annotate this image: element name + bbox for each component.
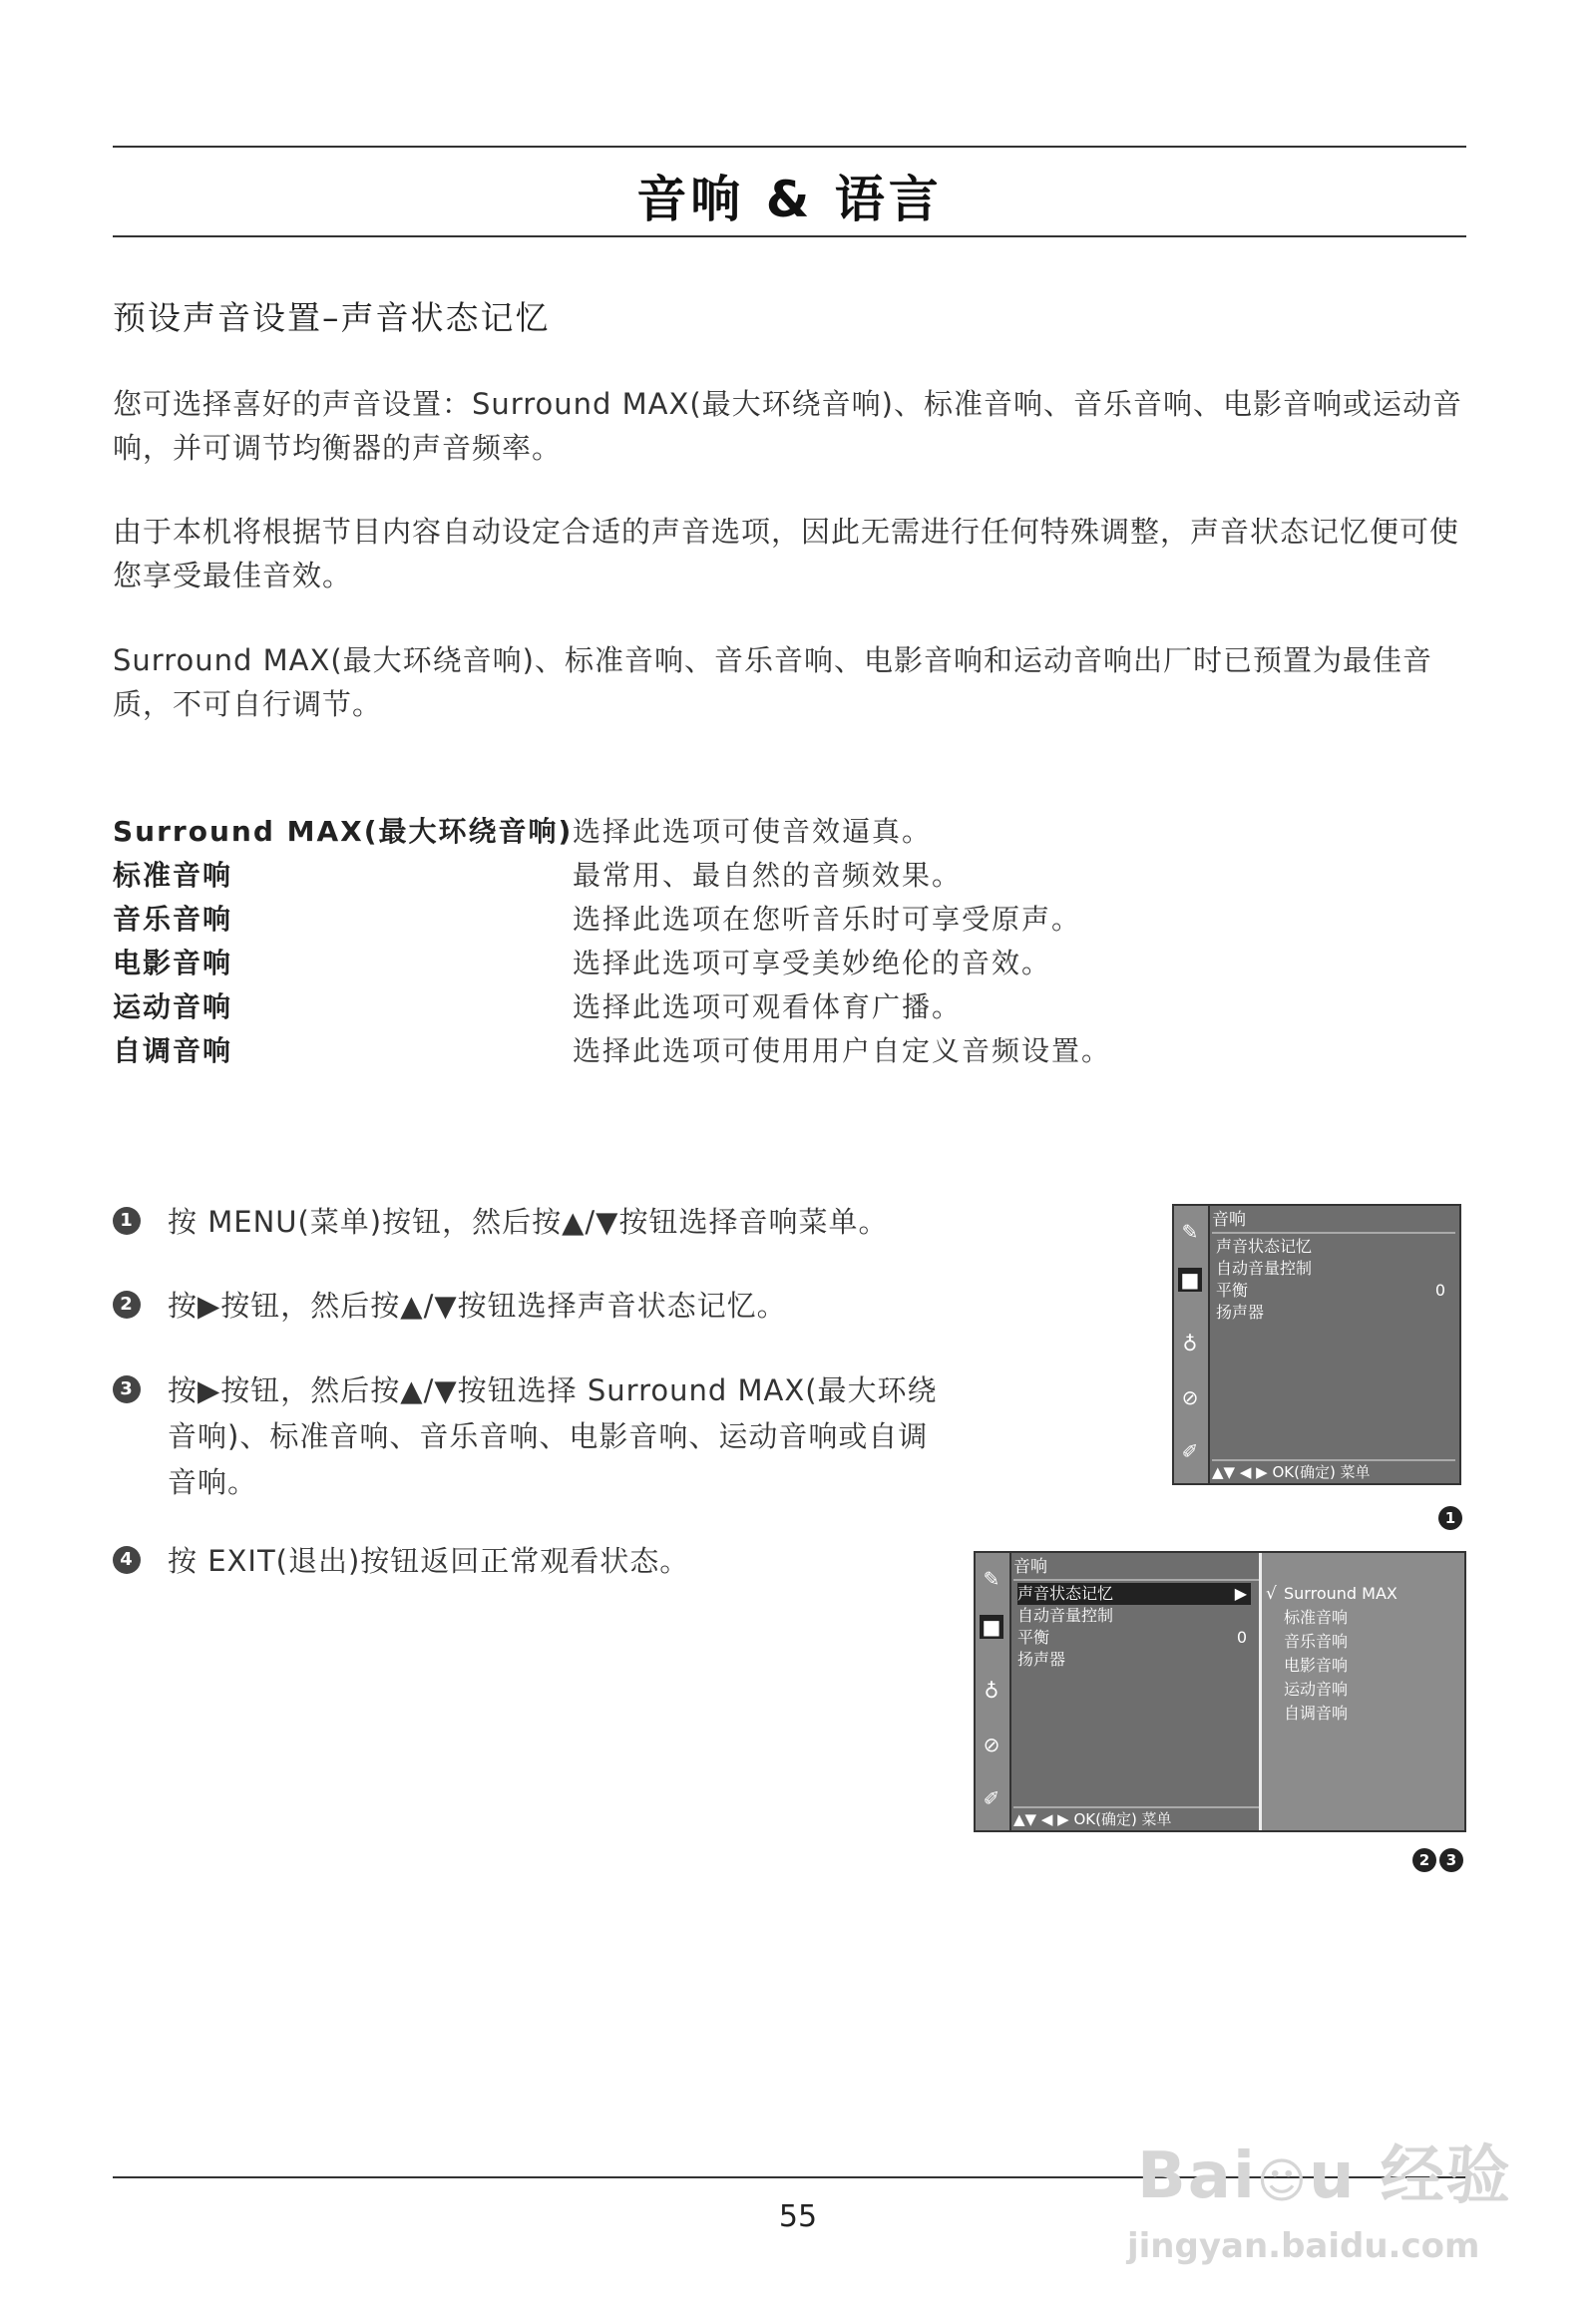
submenu-arrow-icon: ▶	[1234, 1584, 1247, 1603]
sound-icon: ■	[1178, 1268, 1202, 1292]
sound-memory-label: 声音状态记忆	[1017, 1584, 1114, 1603]
option-movie[interactable]: 电影音响	[1284, 1656, 1349, 1675]
step-number: 4	[113, 1546, 141, 1574]
definition-row	[113, 942, 1409, 985]
menu-footer: ▲▼ ◀ ▶ OK(确定) 菜单	[1212, 1459, 1455, 1483]
definition-row	[113, 985, 1409, 1029]
step-text: 按▶按钮，然后按▲/▼按钮选择声音状态记忆。	[168, 1289, 787, 1323]
definition-desc: 选择此选项可使音效逼真。	[573, 815, 933, 848]
time-icon: ♁	[984, 1679, 999, 1703]
check-icon: √	[1266, 1584, 1277, 1604]
definition-term: 音乐音响	[113, 903, 233, 936]
definition-term: 运动音响	[113, 990, 233, 1023]
title-rule	[113, 235, 1466, 237]
step-number: 1	[113, 1207, 141, 1235]
option-icon: ⊘	[1181, 1385, 1199, 1409]
menu-footer: ▲▼ ◀ ▶ OK(确定) 菜单	[1013, 1806, 1259, 1830]
option-surround-max[interactable]: Surround MAX	[1284, 1584, 1397, 1603]
balance-label: 平衡	[1017, 1628, 1050, 1647]
option-standard[interactable]: 标准音响	[1284, 1608, 1349, 1627]
setup-icon: ✐	[1181, 1439, 1199, 1463]
sound-icon: ■	[980, 1615, 1003, 1639]
baidu-watermark-url: jingyan.baidu.com	[1127, 2226, 1480, 2266]
option-sports[interactable]: 运动音响	[1284, 1680, 1349, 1699]
picture-icon: ✎	[983, 1567, 1000, 1591]
option-music[interactable]: 音乐音响	[1284, 1632, 1349, 1651]
definition-desc: 选择此选项在您听音乐时可享受原声。	[573, 903, 1082, 936]
paragraph-3: Surround MAX(最大环绕音响)、标准音响、音乐音响、电影音响和运动音响出厂时已预置为最佳音质，不可自行调节。	[113, 643, 1432, 721]
setup-icon: ✐	[983, 1786, 1000, 1810]
definition-term: 电影音响	[113, 947, 233, 979]
tv-sound-menu-1	[1172, 1204, 1461, 1485]
option-icon: ⊘	[983, 1733, 1000, 1756]
step-1	[113, 1199, 961, 1249]
definition-term: 自调音响	[113, 1034, 233, 1067]
menu-icon-bar	[976, 1553, 1011, 1830]
definition-desc: 选择此选项可观看体育广播。	[573, 990, 963, 1023]
top-rule	[113, 146, 1466, 148]
menu-item-balance[interactable]	[1216, 1280, 1449, 1302]
picture-icon: ✎	[1181, 1220, 1199, 1244]
menu-item-sound-memory[interactable]	[1017, 1583, 1251, 1605]
baidu-watermark-logo: Bai☺u 经验	[1137, 2139, 1512, 2213]
definition-term: Surround MAX(最大环绕音响)	[113, 815, 574, 848]
definition-row	[113, 898, 1409, 942]
tv-sound-menu-2	[974, 1551, 1466, 1832]
definition-row	[113, 854, 1409, 898]
step-4	[113, 1538, 961, 1588]
menu-header: 音响	[1013, 1555, 1259, 1581]
definition-desc: 最常用、最自然的音频效果。	[573, 859, 963, 892]
sound-mode-definitions	[113, 810, 1409, 1073]
menu-icon-bar	[1174, 1206, 1210, 1483]
time-icon: ♁	[1182, 1332, 1198, 1356]
menu-item-balance[interactable]	[1017, 1627, 1251, 1649]
step-text: 按 EXIT(退出)按钮返回正常观看状态。	[168, 1544, 690, 1578]
menu-item-speaker[interactable]: 扬声器	[1216, 1303, 1265, 1322]
page-number: 55	[778, 2199, 818, 2234]
paragraph-1: 您可选择喜好的声音设置：Surround MAX(最大环绕音响)、标准音响、音乐音响、电影音响或运动音响，并可调节均衡器的声音频率。	[113, 387, 1462, 465]
figure-badge-1: 1	[1438, 1506, 1462, 1530]
paragraph-2: 由于本机将根据节目内容自动设定合适的声音选项，因此无需进行任何特殊调整，声音状态记忆便可使您享受最佳音效。	[113, 515, 1460, 592]
option-user[interactable]: 自调音响	[1284, 1704, 1349, 1723]
menu-item-avl[interactable]: 自动音量控制	[1216, 1259, 1313, 1278]
step-text: 按▶按钮，然后按▲/▼按钮选择 Surround MAX(最大环绕音响)、标准音响、音乐音响、电影音响、运动音响或自调音响。	[168, 1373, 938, 1499]
sound-mode-submenu	[1259, 1553, 1464, 1830]
balance-value: 0	[1434, 1281, 1445, 1300]
step-text: 按 MENU(菜单)按钮，然后按▲/▼按钮选择音响菜单。	[168, 1205, 889, 1239]
step-number: 2	[113, 1291, 141, 1319]
definition-desc: 选择此选项可使用用户自定义音频设置。	[573, 1034, 1112, 1067]
step-2	[113, 1283, 961, 1333]
step-3	[113, 1367, 961, 1507]
menu-item-sound-memory[interactable]: 声音状态记忆	[1216, 1237, 1313, 1256]
page-title: 音响 & 语言	[636, 171, 943, 228]
definition-row	[113, 1029, 1409, 1073]
section-subtitle: 预设声音设置–声音状态记忆	[113, 298, 551, 337]
definition-row	[113, 810, 1409, 854]
step-number: 3	[113, 1375, 141, 1403]
definition-desc: 选择此选项可享受美妙绝伦的音效。	[573, 947, 1052, 979]
menu-item-avl[interactable]: 自动音量控制	[1017, 1606, 1114, 1625]
balance-label: 平衡	[1216, 1281, 1249, 1300]
menu-item-speaker[interactable]: 扬声器	[1017, 1650, 1066, 1669]
balance-value: 0	[1236, 1628, 1247, 1647]
menu-header: 音响	[1212, 1208, 1455, 1234]
figure-badge-3: 3	[1439, 1848, 1463, 1872]
definition-term: 标准音响	[113, 859, 233, 892]
figure-badge-2: 2	[1412, 1848, 1436, 1872]
